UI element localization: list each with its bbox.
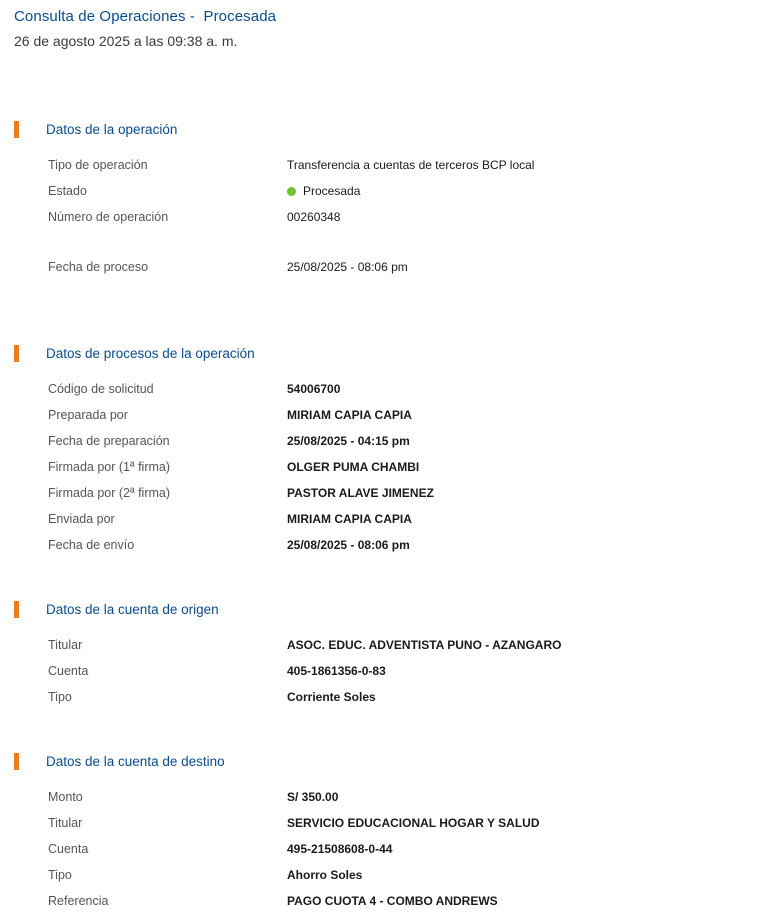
spacer — [0, 280, 776, 342]
detail-row — [48, 862, 776, 888]
detail-row — [48, 178, 776, 204]
row-label: Enviada por — [48, 512, 115, 526]
row-value: ASOC. EDUC. ADVENTISTA PUNO - AZANGARO — [287, 638, 562, 652]
detail-row — [48, 402, 776, 428]
detail-row — [48, 784, 776, 810]
detail-row — [48, 204, 776, 230]
row-label: Titular — [48, 816, 83, 830]
row-label: Fecha de envío — [48, 538, 135, 552]
page-timestamp: 26 de agosto 2025 a las 09:38 a. m. — [14, 33, 238, 49]
detail-row — [48, 658, 776, 684]
row-value: 25/08/2025 - 08:06 pm — [287, 260, 408, 274]
spacer — [48, 230, 776, 254]
section-datos-de-la-operacion — [0, 118, 776, 280]
section-rows — [14, 632, 776, 710]
section-rows — [14, 376, 776, 558]
row-value: PASTOR ALAVE JIMENEZ — [287, 486, 434, 500]
row-value: PAGO CUOTA 4 - COMBO ANDREWS — [287, 894, 498, 908]
row-value: Transferencia a cuentas de terceros BCP local — [287, 158, 535, 172]
row-value: 54006700 — [287, 382, 341, 396]
detail-row — [48, 810, 776, 836]
row-label: Firmada por (2ª firma) — [48, 486, 171, 500]
section-marker-icon — [14, 121, 19, 138]
detail-row — [48, 428, 776, 454]
section-marker-icon — [14, 753, 19, 770]
section-header — [14, 750, 776, 772]
row-label: Preparada por — [48, 408, 128, 422]
status-badge — [287, 178, 360, 204]
section-rows — [14, 784, 776, 914]
section-header — [14, 598, 776, 620]
section-datos-de-procesos — [0, 342, 776, 558]
row-label: Código de solicitud — [48, 382, 154, 396]
section-title: Datos de la cuenta de destino — [46, 753, 225, 769]
page-title: Consulta de Operaciones - Procesada — [14, 8, 277, 25]
detail-row — [48, 836, 776, 862]
row-value: Procesada — [303, 184, 361, 198]
row-value: MIRIAM CAPIA CAPIA — [287, 512, 412, 526]
row-value: 495-21508608-0-44 — [287, 842, 393, 856]
row-label: Fecha de preparación — [48, 434, 170, 448]
row-label: Referencia — [48, 894, 109, 908]
detail-row — [48, 254, 776, 280]
row-value: OLGER PUMA CHAMBI — [287, 460, 420, 474]
section-header — [14, 118, 776, 140]
row-label: Cuenta — [48, 664, 89, 678]
row-value: Ahorro Soles — [287, 868, 363, 882]
page-header — [0, 0, 776, 52]
status-dot-icon — [287, 187, 296, 196]
row-label: Titular — [48, 638, 83, 652]
detail-row — [48, 632, 776, 658]
row-label: Tipo de operación — [48, 158, 148, 172]
row-value: SERVICIO EDUCACIONAL HOGAR Y SALUD — [287, 816, 540, 830]
section-rows — [14, 152, 776, 280]
spacer — [0, 710, 776, 750]
detail-row — [48, 480, 776, 506]
spacer — [0, 52, 776, 118]
detail-row — [48, 376, 776, 402]
detail-row — [48, 152, 776, 178]
row-label: Fecha de proceso — [48, 260, 149, 274]
section-title: Datos de procesos de la operación — [46, 345, 255, 361]
section-marker-icon — [14, 601, 19, 618]
detail-row — [48, 684, 776, 710]
row-value: 00260348 — [287, 210, 341, 224]
section-title: Datos de la operación — [46, 121, 178, 137]
row-label: Estado — [48, 184, 87, 198]
row-label: Número de operación — [48, 210, 169, 224]
detail-row — [48, 506, 776, 532]
spacer — [0, 558, 776, 598]
section-marker-icon — [14, 345, 19, 362]
section-header — [14, 342, 776, 364]
detail-row — [48, 454, 776, 480]
section-title: Datos de la cuenta de origen — [46, 601, 219, 617]
row-value: 25/08/2025 - 04:15 pm — [287, 434, 410, 448]
row-value: MIRIAM CAPIA CAPIA — [287, 408, 412, 422]
row-label: Firmada por (1ª firma) — [48, 460, 171, 474]
section-cuenta-origen — [0, 598, 776, 710]
detail-row — [48, 888, 776, 914]
row-label: Monto — [48, 790, 83, 804]
row-value: Corriente Soles — [287, 690, 376, 704]
row-value: 25/08/2025 - 08:06 pm — [287, 538, 410, 552]
row-label: Cuenta — [48, 842, 89, 856]
row-label: Tipo — [48, 690, 72, 704]
detail-row — [48, 532, 776, 558]
row-label: Tipo — [48, 868, 72, 882]
row-value: 405-1861356-0-83 — [287, 664, 386, 678]
section-cuenta-destino — [0, 750, 776, 914]
row-value: S/ 350.00 — [287, 790, 339, 804]
